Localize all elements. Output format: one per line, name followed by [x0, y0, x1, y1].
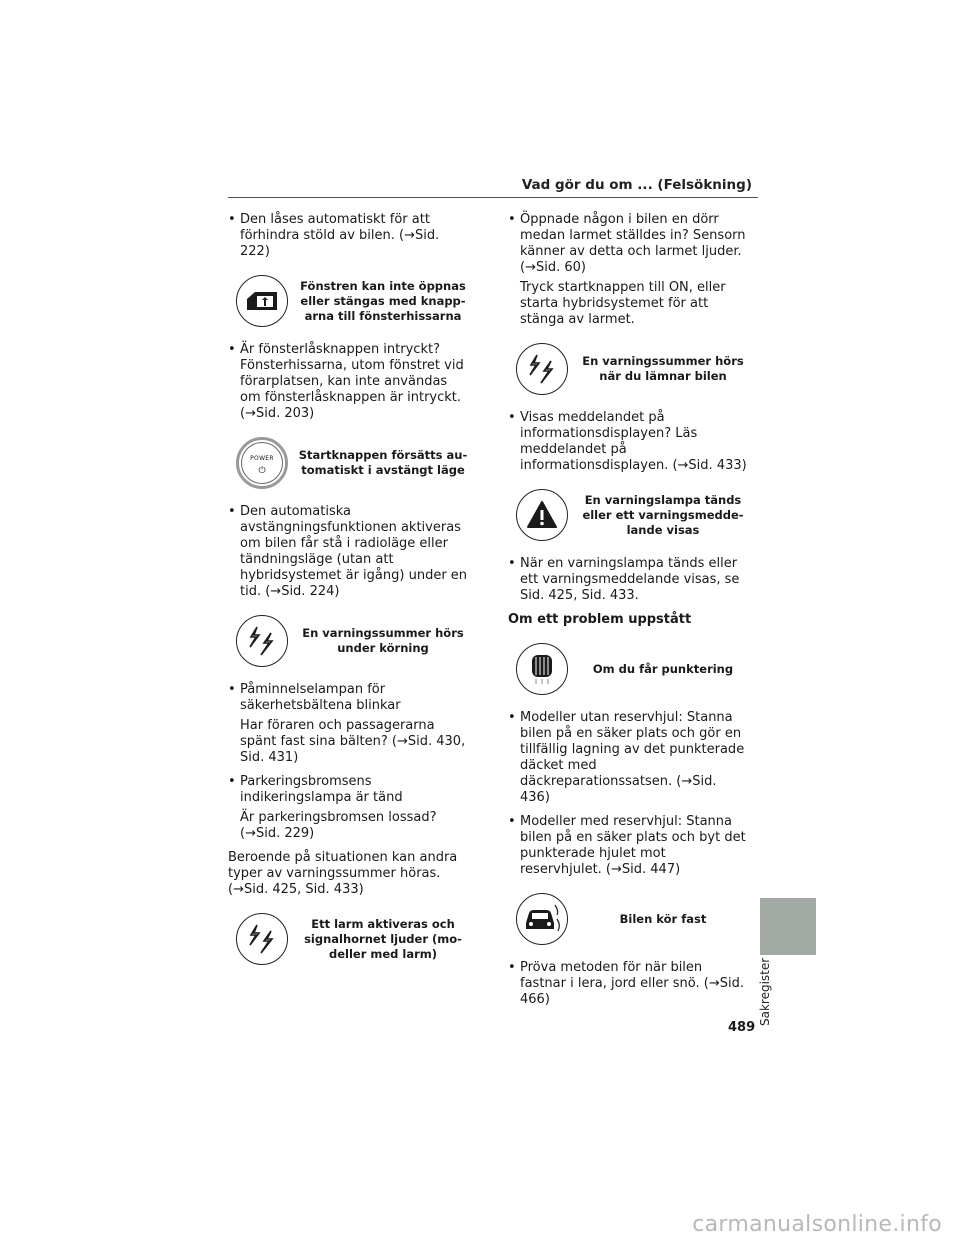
watermark: carmanualsonline.info — [692, 1212, 942, 1237]
warning-triangle-icon — [516, 489, 568, 541]
bullet-item: • När en varningslampa tänds eller ett varningsmeddelande visas, se Sid. 425, Sid. 433. — [508, 556, 748, 604]
window-lock-icon — [236, 275, 288, 327]
flat-tire-icon — [516, 643, 568, 695]
symptom-window-lock — [236, 274, 468, 328]
symptom-buzzer-driving — [236, 614, 468, 668]
symptom-label: Startknappen försätts au-tomatiskt i avstängt läge — [298, 448, 468, 477]
symptom-label: Bilen kör fast — [619, 911, 707, 926]
bullet-item: • Öppnade någon i bilen en dörr medan larmet ställdes in? Sensorn känner av detta och larmet ljuder. (→Sid. 60) — [508, 212, 748, 276]
symptom-label: Om du får punktering — [592, 661, 734, 676]
symptom-power-off — [236, 436, 468, 490]
bullet-item: • Den låses automatiskt för att förhindra stöld av bilen. (→Sid. 222) — [228, 212, 468, 260]
page-number: 489 — [728, 1020, 756, 1035]
bullet-sub-text: Är parkeringsbromsen lossad? (→Sid. 229) — [240, 810, 437, 841]
bullet-item: • Modeller utan reservhjul: Stanna bilen på en säker plats och gör en tillfällig lagning av det punkterade däcket med däckreparationssatsen. (→Sid. 436) — [508, 710, 748, 806]
symptom-buzzer-leaving — [516, 342, 748, 396]
symptom-label: En varningssummer hörs när du lämnar bilen — [582, 354, 744, 383]
section-tab — [760, 898, 816, 955]
warning-buzzer-icon — [236, 615, 288, 667]
bullet-item: • Pröva metoden för när bilen fastnar i lera, jord eller snö. (→Sid. 466) — [508, 960, 748, 1008]
left-column — [228, 212, 468, 980]
header-divider — [228, 197, 758, 198]
right-column — [508, 212, 748, 1016]
power-button-text: POWER — [250, 454, 274, 462]
section-tab-label: Sakregister — [758, 957, 772, 1026]
bullet-item: • Modeller med reservhjul: Stanna bilen på en säker plats och byt det punkterade hjulet mot reservhjulet. (→Sid. 447) — [508, 814, 748, 878]
bullet-item: • Visas meddelandet på informationsdisplayen? Läs meddelandet på informationsdisplayen. (→Sid. 433) — [508, 410, 748, 474]
bullet-item: • Påminnelselampan för säkerhetsbältena blinkar — [228, 682, 468, 714]
bullet-item: • Parkeringsbromsens indikeringslampa är tänd — [228, 774, 468, 806]
symptom-alarm — [236, 912, 468, 966]
bullet-sub-text: Tryck startknappen till ON, eller starta hybridsystemet för att stänga av larmet. — [520, 280, 726, 327]
bullet-sub-text: Har föraren och passagerarna spänt fast sina bälten? (→Sid. 430, Sid. 431) — [240, 718, 466, 765]
page-header-title: Vad gör du om ... (Felsökning) — [521, 177, 752, 193]
symptom-label: En varningssummer hörs under körning — [302, 626, 464, 655]
bullet-item: • Är fönsterlåsknappen intryckt? Fönsterhissarna, utom fönstret vid förarplatsen, kan inte användas om fönsterlåsknappen är intryckt. (→Sid. 203) — [228, 342, 468, 422]
warning-buzzer-icon — [516, 343, 568, 395]
symptom-label: Ett larm aktiveras och signalhornet ljuder (mo-deller med larm) — [304, 916, 462, 961]
bullet-item: • Den automatiska avstängningsfunktionen aktiveras om bilen får stå i radioläge eller tändningsläge (utan att hybridsystemet är igång) under en tid. (→Sid. 224) — [228, 504, 468, 600]
car-stuck-icon — [516, 893, 568, 945]
symptom-warning-light — [516, 488, 748, 542]
symptom-label: Fönstren kan inte öppnas eller stängas med knapp-arna till fönsterhissarna — [300, 278, 466, 323]
alarm-icon — [236, 913, 288, 965]
symptom-car-stuck — [516, 892, 748, 946]
symptom-flat-tire — [516, 642, 748, 696]
section-heading: Om ett problem uppstått — [508, 612, 692, 627]
symptom-label: En varningslampa tänds eller ett varningsmedde-lande visas — [582, 492, 744, 537]
power-button-icon: POWER ⏻ — [236, 437, 288, 489]
paragraph: Beroende på situationen kan andra typer av varningssummer höras. (→Sid. 425, Sid. 433) — [228, 850, 458, 897]
